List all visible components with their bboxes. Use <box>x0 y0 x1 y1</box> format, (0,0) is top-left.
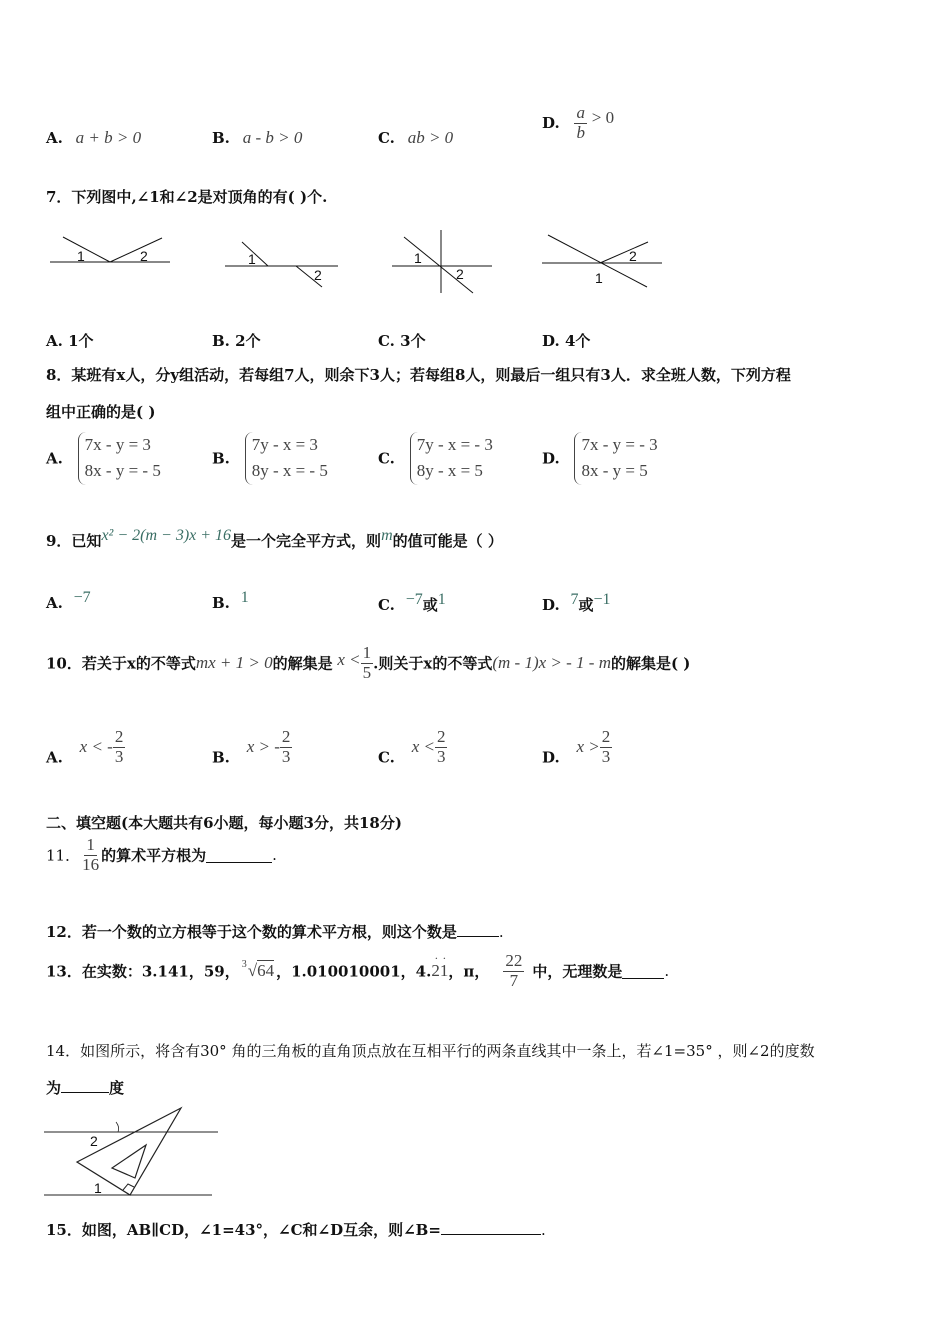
equation-2: 8x - y = 5 <box>581 461 648 481</box>
fraction-numerator: 1 <box>362 643 372 662</box>
q7-figure-1 <box>50 237 170 264</box>
q7-figures <box>0 225 950 305</box>
q11-end: . <box>272 846 277 865</box>
angle-label: 1 <box>94 1180 102 1196</box>
triangle-ruler-inner <box>112 1145 146 1178</box>
option-or: 或 <box>422 596 438 614</box>
q7-option-d <box>542 330 590 351</box>
option-text: 1个 <box>68 332 94 350</box>
q9-option-c <box>378 591 446 615</box>
option-letter: A. <box>46 594 63 612</box>
option-letter: B. <box>212 449 230 468</box>
q9-variable: m <box>381 527 393 544</box>
q7-figure-3 <box>392 230 492 293</box>
equation-system <box>410 432 493 485</box>
q6-option-b <box>212 128 302 148</box>
q7-figure-4 <box>542 235 662 287</box>
repeating-decimal <box>431 951 451 981</box>
option-letter: B. <box>212 748 230 767</box>
option-letter: D. <box>542 449 560 468</box>
q9-prefix: 9．已知 <box>46 532 102 550</box>
q9-option-a <box>46 589 91 613</box>
equation-system <box>574 432 657 485</box>
q10-mid2: .则关于x的不等式 <box>373 654 493 673</box>
equation-1: 7y - x = - 3 <box>416 435 493 454</box>
answer-blank <box>61 1078 109 1093</box>
q14-line1: 14．如图所示，将含有30° 角的三角板的直角顶点放在互相平行的两条直线其中一条上，若∠1=35° ，则∠2的度数 <box>46 1042 815 1060</box>
angle-label: 1 <box>414 250 422 266</box>
equation-system <box>78 432 161 485</box>
answer-blank <box>206 848 272 863</box>
q7-option-b <box>212 330 261 351</box>
angle-label: 1 <box>248 251 256 267</box>
q14-line2-prefix: 为 <box>46 1079 62 1097</box>
radical-sign-icon: √ <box>247 961 258 981</box>
q10-inequality-2: (m - 1)x > - 1 - m <box>492 653 611 673</box>
option-letter: C. <box>378 748 395 767</box>
angle-label: 2 <box>456 266 464 282</box>
fraction-numerator: 1 <box>86 835 95 854</box>
fraction <box>361 644 374 682</box>
q13 <box>46 952 669 990</box>
q9-suffix: 的值可能是（ ） <box>392 532 503 550</box>
q13-end: . <box>664 962 670 981</box>
q9-option-d <box>542 591 611 615</box>
q10-prefix: 10．若关于x的不等式 <box>46 654 196 673</box>
option-letter: C. <box>378 129 395 147</box>
q12 <box>46 921 504 942</box>
option-letter: A. <box>46 332 63 350</box>
q11-text: 的算术平方根为 <box>101 846 207 865</box>
fraction-denominator: 3 <box>281 746 291 766</box>
option-text: 3个 <box>400 332 426 350</box>
option-expression: ab > 0 <box>407 128 454 147</box>
fraction-numerator: 2 <box>114 727 124 746</box>
fraction <box>503 952 524 990</box>
angle-label: 2 <box>314 267 322 283</box>
q9-mid: 是一个完全平方式，则 <box>231 532 382 550</box>
option-letter: A. <box>46 449 63 468</box>
option-value: −7 <box>405 591 423 608</box>
fraction-denominator: 3 <box>601 746 611 766</box>
q15-text: 15．如图，AB∥CD，∠1=43°，∠C和∠D互余，则∠B= <box>46 1221 441 1239</box>
option-letter: D. <box>542 596 560 614</box>
equation-2: 8x - y = - 5 <box>84 461 161 481</box>
fraction <box>435 728 448 766</box>
option-expression: a + b > 0 <box>75 128 142 147</box>
answer-blank <box>441 1220 541 1235</box>
radicand: 64 <box>257 961 275 981</box>
q7-figure-2 <box>225 242 338 287</box>
equation-1: 7y - x = 3 <box>251 435 318 454</box>
q10-solution-lhs: x < <box>337 650 361 669</box>
answer-blank <box>457 922 499 937</box>
q7-option-a <box>46 330 94 351</box>
fraction <box>280 728 293 766</box>
cube-root <box>242 961 274 981</box>
option-letter: A. <box>46 748 63 767</box>
option-text: 2个 <box>235 332 261 350</box>
q14-figure <box>44 1104 224 1204</box>
equation-1: 7x - y = - 3 <box>581 435 658 454</box>
q13-prefix: 13．在实数：3.141，59， <box>46 962 240 981</box>
q14-line2 <box>46 1077 124 1098</box>
option-lhs: x < - <box>79 737 113 757</box>
q8-option-a <box>46 432 161 485</box>
fraction <box>80 836 101 874</box>
fraction <box>113 728 126 766</box>
section-title: 二、填空题(本大题共有6小题，每小题3分，共18分) <box>46 814 402 832</box>
option-value-2: 1 <box>437 591 446 608</box>
q10-mid1: 的解集是 <box>272 654 333 673</box>
q12-text: 12．若一个数的立方根等于这个数的算术平方根，则这个数是 <box>46 923 457 941</box>
q11-number: 11． <box>46 846 81 865</box>
q8-option-d <box>542 432 658 485</box>
option-expression-tail: > 0 <box>591 108 615 127</box>
q9-stem <box>46 527 503 551</box>
q7-option-c <box>378 330 426 351</box>
option-value: 1 <box>240 589 249 606</box>
option-value: −7 <box>73 589 91 606</box>
q11 <box>46 836 277 874</box>
option-value: 7 <box>570 591 579 608</box>
q10-inequality-1: mx + 1 > 0 <box>195 653 273 673</box>
q13-pi: ，π， <box>448 962 490 981</box>
q7-stem: 7．下列图中,∠1和∠2是对顶角的有( )个. <box>46 188 328 206</box>
fraction-denominator: 3 <box>436 746 446 766</box>
q10-option-c <box>378 728 447 766</box>
option-value-2: −1 <box>593 591 611 608</box>
angle-label: 1 <box>77 248 85 264</box>
q9-option-b <box>212 589 249 613</box>
repeating-digits: 21 <box>431 961 449 981</box>
q14-line2-suffix: 度 <box>109 1079 125 1097</box>
q8-option-b <box>212 432 328 485</box>
fraction-denominator: 7 <box>509 970 519 990</box>
q9-polynomial: x² − 2(m − 3)x + 16 <box>101 527 232 544</box>
q8-stem-line2: 组中正确的是( ) <box>46 403 156 421</box>
q13-suffix: 中，无理数是 <box>532 962 623 981</box>
option-letter: C. <box>378 332 395 350</box>
option-letter: C. <box>378 596 395 614</box>
option-letter: B. <box>212 332 230 350</box>
equation-2: 8y - x = - 5 <box>251 461 328 481</box>
q10-option-d <box>542 728 612 766</box>
q15-end: . <box>540 1221 546 1239</box>
equation-system <box>245 432 328 485</box>
option-letter: A. <box>46 129 63 147</box>
fraction-denominator: b <box>576 122 585 142</box>
q6-option-d <box>542 104 614 142</box>
option-letter: D. <box>542 748 560 767</box>
option-letter: D. <box>542 114 560 133</box>
answer-blank <box>622 964 664 979</box>
q6-option-c <box>378 128 453 148</box>
option-letter: B. <box>212 594 230 612</box>
option-letter: B. <box>212 129 230 147</box>
root-index: 3 <box>241 959 247 971</box>
q10-stem <box>46 644 690 682</box>
angle-label: 2 <box>90 1133 98 1149</box>
repeating-dots-icon: ·· <box>434 951 451 966</box>
q15 <box>46 1219 546 1240</box>
fraction-denominator: 16 <box>82 854 100 874</box>
fraction <box>600 728 613 766</box>
triangle-ruler-outer <box>77 1108 181 1195</box>
angle-label: 1 <box>595 270 603 286</box>
fraction-numerator: a <box>576 103 585 122</box>
q10-option-a <box>46 728 125 766</box>
option-lhs: x > - <box>246 737 280 757</box>
option-lhs: x < <box>411 737 435 757</box>
angle-label: 2 <box>140 248 148 264</box>
option-lhs: x > <box>576 737 600 757</box>
fraction-numerator: 2 <box>436 727 446 746</box>
option-or: 或 <box>578 596 594 614</box>
option-letter: D. <box>542 332 560 350</box>
q10-option-b <box>212 728 292 766</box>
fraction-numerator: 2 <box>281 727 291 746</box>
q12-end: . <box>498 923 504 941</box>
q6-option-a <box>46 128 141 148</box>
q10-suffix: 的解集是( ) <box>610 654 691 673</box>
fraction-denominator: 3 <box>114 746 124 766</box>
q8-stem-line1: 8．某班有x人，分y组活动，若每组7人，则余下3人；若每组8人，则最后一组只有3人．求全班人数，下列方程 <box>46 366 791 384</box>
q8-option-c <box>378 432 493 485</box>
option-letter: C. <box>378 449 395 468</box>
option-text: 4个 <box>564 332 591 350</box>
q13-mid: ，1.010010001，4. <box>276 962 432 981</box>
angle-label: 2 <box>629 248 637 264</box>
fraction-denominator: 5 <box>362 662 372 682</box>
fraction <box>574 104 587 142</box>
fraction-numerator: 22 <box>505 951 523 970</box>
fraction-numerator: 2 <box>601 727 611 746</box>
equation-2: 8y - x = 5 <box>416 461 483 481</box>
equation-1: 7x - y = 3 <box>84 435 151 454</box>
option-expression: a - b > 0 <box>242 128 303 147</box>
